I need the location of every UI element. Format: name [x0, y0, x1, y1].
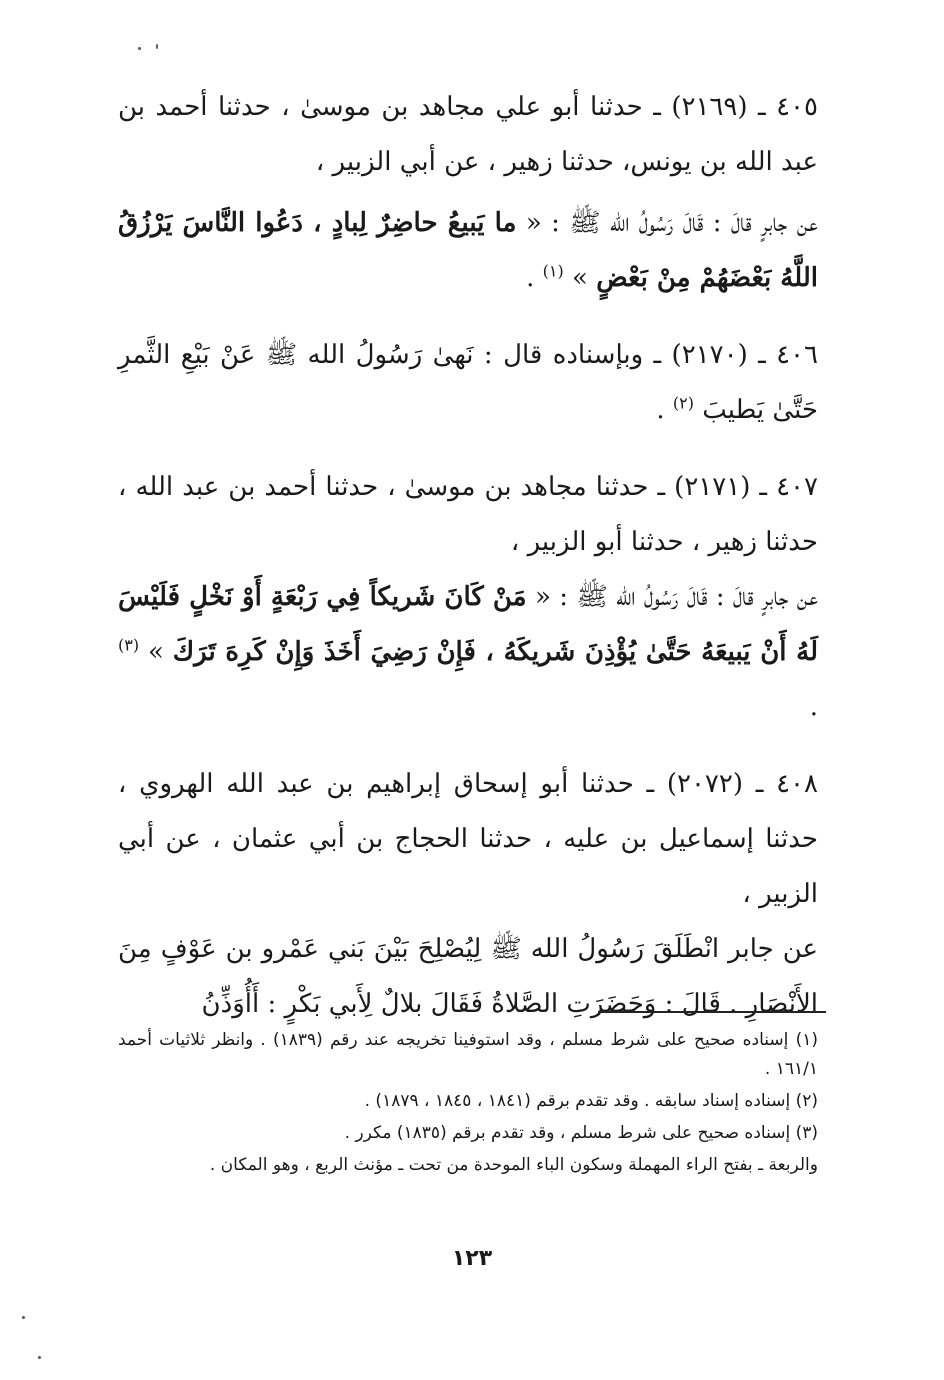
footnote-3: (٣) إسناده صحيح على شرط مسلم ، وقد تقدم برقم (١٨٣٥) مكرر . [344, 1123, 818, 1143]
hadith-paragraph [118, 922, 818, 1032]
matn-paragraph [118, 196, 818, 306]
isnad-paragraph [118, 460, 818, 570]
scan-speck [138, 47, 141, 50]
matn-close: » [147, 637, 173, 667]
hadith-407 [118, 460, 818, 735]
matn-close: » [572, 263, 597, 293]
hadith-number: ٤٠٥ ـ (٢١٦٩) ـ [653, 92, 818, 122]
hadith-text: وبإسناده قال : نَهىٰ رَسُولُ الله ﷺ عَنْ بَيْعِ الثَّمرِ حَتَّىٰ يَطيبَ [118, 340, 818, 425]
para-end: . [656, 395, 673, 425]
matn-paragraph [118, 570, 818, 735]
para-end: . [526, 263, 543, 293]
hadith-405 [118, 80, 818, 306]
isnad-paragraph [118, 757, 818, 922]
hadith-number: ٤٠٧ ـ (٢١٧١) ـ [657, 472, 818, 502]
hadith-text: عن جابر انْطَلَقَ رَسُولُ الله ﷺ لِيُصْلِحَ بَيْنَ بَني عَمْرو بن عَوْفٍ مِنَ الأَنْصَارِ . قَالَ : وَحَضَرَتِ الصَّلاةُ فَقَالَ بلالٌ لِأَبي بَكْرٍ : أَأُوَذِّنُ [118, 934, 818, 1019]
matn-intro: عن جابرٍ قالَ : قَالَ رَسُولُ الله ﷺ : « [526, 582, 818, 612]
footnote-ref[interactable]: (٣) [118, 635, 140, 655]
page-body [118, 80, 818, 1054]
scan-speck [22, 1316, 25, 1319]
page-number: ١٢٣ [451, 1246, 493, 1271]
matn-text: مَنْ كَانَ شَريكاً فِي رَبْعَةٍ أَوْ نَخْلٍ فَلَيْسَ لَهُ أَنْ يَبيعَهُ حَتَّىٰ يُؤْذِنَ شَريكَهُ ، فَإِنْ رَضِيَ أَخَذَ وَإِنْ كَرِهَ تَرَكَ [118, 582, 819, 667]
isnad-paragraph [118, 80, 818, 190]
footnotes [118, 1026, 818, 1183]
hadith-number: ٤٠٨ ـ (٢٠٧٢) ـ [646, 769, 818, 799]
isnad-text: حدثنا أبو إسحاق إبراهيم بن عبد الله الهروي ، حدثنا إسماعيل بن عليه ، حدثنا الحجاج بن أبي عثمان ، عن أبي الزبير ، [118, 769, 818, 909]
footnote-3-gloss: والربعة ـ بفتح الراء المهملة وسكون الباء الموحدة من تحت ـ مؤنث الربع ، وهو المكان . [209, 1155, 818, 1175]
footnote-ref[interactable]: (٢) [672, 393, 694, 413]
isnad-text: حدثنا أبو علي مجاهد بن موسىٰ ، حدثنا أحمد بن عبد الله بن يونس، حدثنا زهير ، عن أبي الزبير ، [118, 92, 818, 177]
matn-intro: عن جابرٍ قالَ : قَالَ رَسُولُ الله ﷺ : « [516, 208, 818, 238]
hadith-406 [118, 328, 818, 438]
matn-text: ما يَبيعُ حاضِرٌ لِبادٍ ، دَعُوا النَّاسَ يَرْزُقُ اللَّهُ بَعْضَهُمْ مِنْ بَعْضٍ [118, 208, 818, 293]
footnote-ref[interactable]: (١) [542, 261, 564, 281]
footnote-1: (١) إسناده صحيح على شرط مسلم ، وقد استوفينا تخريجه عند رقم (١٨٣٩) . وانظر ثلاثيات أحمد ١٦١/١ . [118, 1030, 818, 1079]
scan-speck [156, 44, 158, 49]
isnad-text: حدثنا مجاهد بن موسىٰ ، حدثنا أحمد بن عبد الله ، حدثنا زهير ، حدثنا أبو الزبير ، [118, 472, 818, 557]
para-end: . [809, 692, 818, 722]
footnote-2: (٢) إسناده إسناد سابقه . وقد تقدم برقم (١٨٤١ ، ١٨٤٥ ، ١٨٧٩) . [364, 1091, 818, 1111]
footnote-divider [598, 1011, 826, 1013]
hadith-number: ٤٠٦ ـ (٢١٧٠) ـ [653, 340, 818, 370]
scan-speck [38, 1356, 41, 1359]
hadith-408 [118, 757, 818, 1032]
hadith-paragraph [118, 328, 818, 438]
